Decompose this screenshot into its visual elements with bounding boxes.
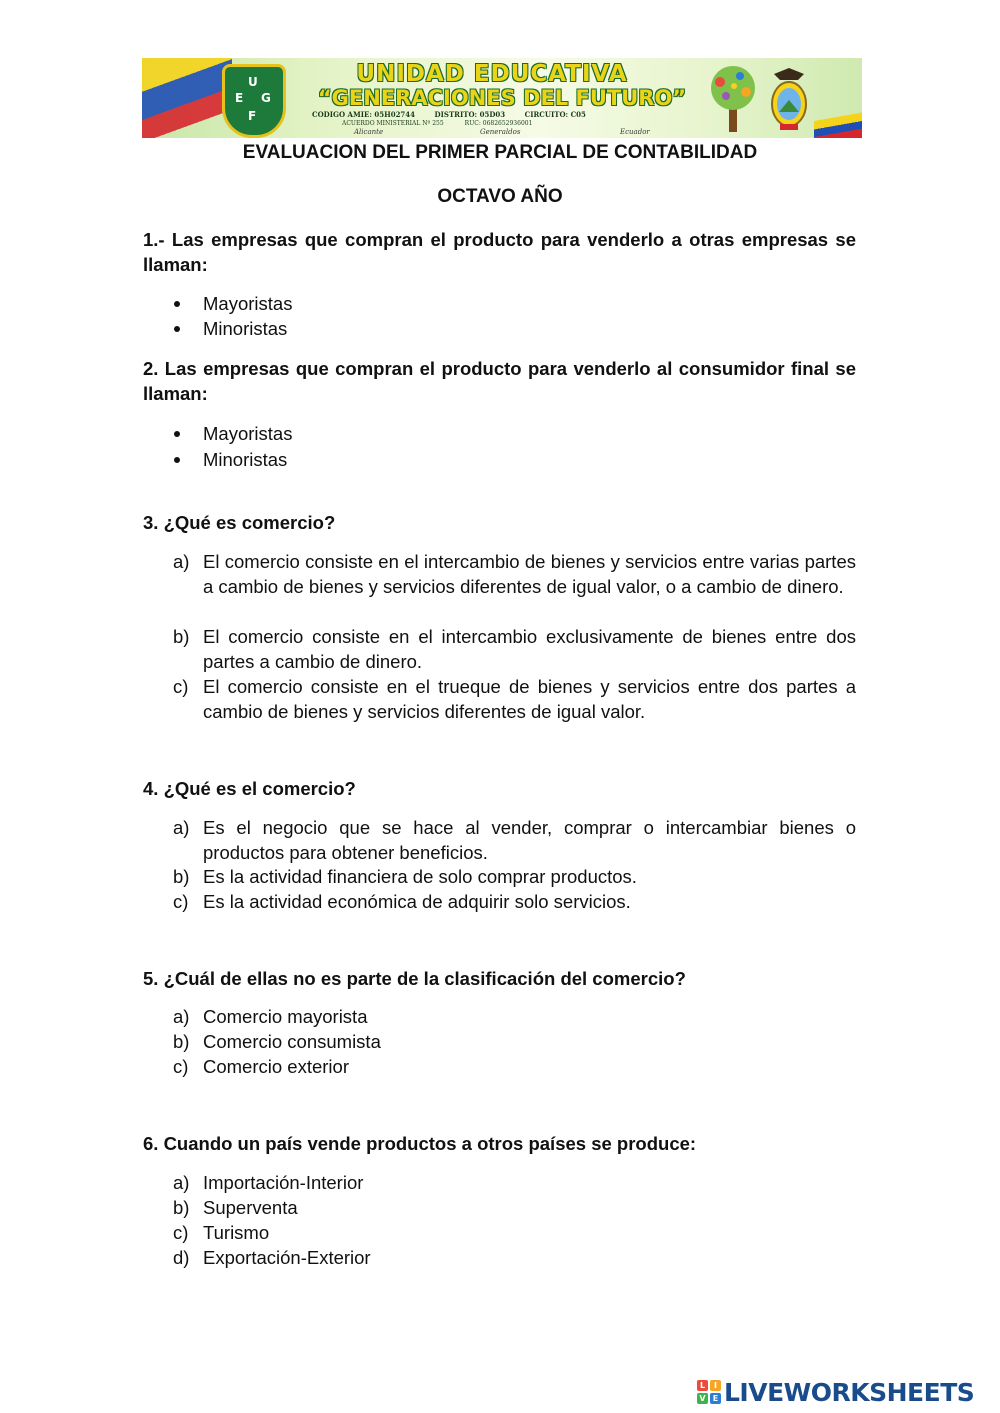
logo-letter: I — [710, 1380, 721, 1391]
option-marker: a) — [173, 551, 190, 572]
shield-letter: F — [248, 109, 257, 123]
bullet-marker — [174, 457, 180, 463]
option-1b: Minoristas — [203, 318, 288, 339]
option-1a: Mayoristas — [203, 293, 293, 314]
option-2b: Minoristas — [203, 449, 288, 470]
flag-ribbon-decoration — [142, 58, 232, 138]
question-5: 5. ¿Cuál de ellas no es parte de la clasificación del comercio? — [143, 968, 686, 989]
page-title: EVALUACION DEL PRIMER PARCIAL DE CONTABILIDAD — [242, 142, 758, 163]
question-1: 1.- Las empresas que compran el producto para venderlo a otras empresas se llaman: — [143, 229, 856, 275]
school-header-banner — [142, 58, 862, 138]
option-marker: c) — [173, 676, 189, 697]
bullet-marker — [174, 301, 180, 307]
signature: Alicante — [354, 128, 384, 136]
liveworksheets-watermark: LIVEWORKSHEETS — [724, 1378, 975, 1407]
option-marker: b) — [173, 1031, 190, 1052]
logo-letter: V — [697, 1393, 708, 1404]
bullet-marker — [174, 431, 180, 437]
option-marker: c) — [173, 891, 189, 912]
option-marker: d) — [173, 1247, 190, 1268]
codigo-amie: CODIGO AMIE: 05H02744 — [312, 110, 416, 119]
circuito: CIRCUITO: C05 — [524, 110, 586, 119]
option-marker: b) — [173, 626, 190, 647]
option-marker: c) — [173, 1222, 189, 1243]
option-4a: Es el negocio que se hace al vender, comprar o intercambiar bienes o productos para obtener beneficios. — [203, 817, 856, 863]
flag-ribbon-decoration — [814, 104, 862, 138]
shield-letter: G — [261, 91, 271, 105]
option-6c: Turismo — [203, 1222, 270, 1243]
option-6d: Exportación-Exterior — [203, 1247, 371, 1268]
option-6b: Superventa — [203, 1197, 298, 1218]
option-5a: Comercio mayorista — [203, 1006, 368, 1027]
option-3a: El comercio consiste en el intercambio de bienes y servicios entre varias partes a cambio de bienes y servicios diferentes de igual valor, o a cambio de dinero. — [203, 551, 856, 597]
ecuador-coat-of-arms-icon — [764, 66, 814, 132]
option-4c: Es la actividad económica de adquirir solo servicios. — [203, 891, 631, 912]
acuerdo-ministerial: ACUERDO MINISTERIAL Nº 255 — [342, 120, 444, 127]
option-marker: a) — [173, 1172, 190, 1193]
logo-letter: L — [697, 1380, 708, 1391]
option-marker: a) — [173, 817, 190, 838]
option-marker: c) — [173, 1056, 189, 1077]
option-marker: b) — [173, 866, 190, 887]
question-3: 3. ¿Qué es comercio? — [143, 512, 336, 533]
option-3b: El comercio consiste en el intercambio exclusivamente de bienes entre dos partes a cambio de dinero. — [203, 626, 856, 672]
question-4: 4. ¿Qué es el comercio? — [143, 778, 356, 799]
option-6a: Importación-Interior — [203, 1172, 364, 1193]
ruc: RUC: 0682652936001 — [464, 120, 533, 127]
signature: Generaldos — [480, 128, 521, 136]
bullet-marker — [174, 326, 180, 332]
option-3c: El comercio consiste en el trueque de bienes y servicios entre dos partes a cambio de bienes y servicios diferentes de igual valor. — [203, 676, 856, 722]
option-5b: Comercio consumista — [203, 1031, 381, 1052]
signature: Ecuador — [620, 128, 650, 136]
option-5c: Comercio exterior — [203, 1056, 349, 1077]
page-subtitle: OCTAVO AÑO — [437, 186, 563, 207]
tree-of-knowledge-icon — [702, 62, 764, 134]
option-marker: a) — [173, 1006, 190, 1027]
option-marker: b) — [173, 1197, 190, 1218]
question-6: 6. Cuando un país vende productos a otros países se produce: — [143, 1133, 697, 1154]
option-4b: Es la actividad financiera de solo comprar productos. — [203, 866, 637, 887]
school-shield-logo — [222, 64, 286, 138]
school-name-line1: UNIDAD EDUCATIVA — [356, 61, 628, 87]
question-2: 2. Las empresas que compran el producto para venderlo al consumidor final se llaman: — [143, 358, 856, 404]
shield-letter: E — [235, 91, 244, 105]
distrito: DISTRITO: 05D03 — [434, 110, 506, 119]
school-name-line2: “GENERACIONES DEL FUTURO” — [317, 86, 687, 110]
logo-letter: E — [710, 1393, 721, 1404]
shield-letter: U — [248, 75, 258, 89]
liveworksheets-logo-icon — [697, 1380, 723, 1406]
option-2a: Mayoristas — [203, 423, 293, 444]
